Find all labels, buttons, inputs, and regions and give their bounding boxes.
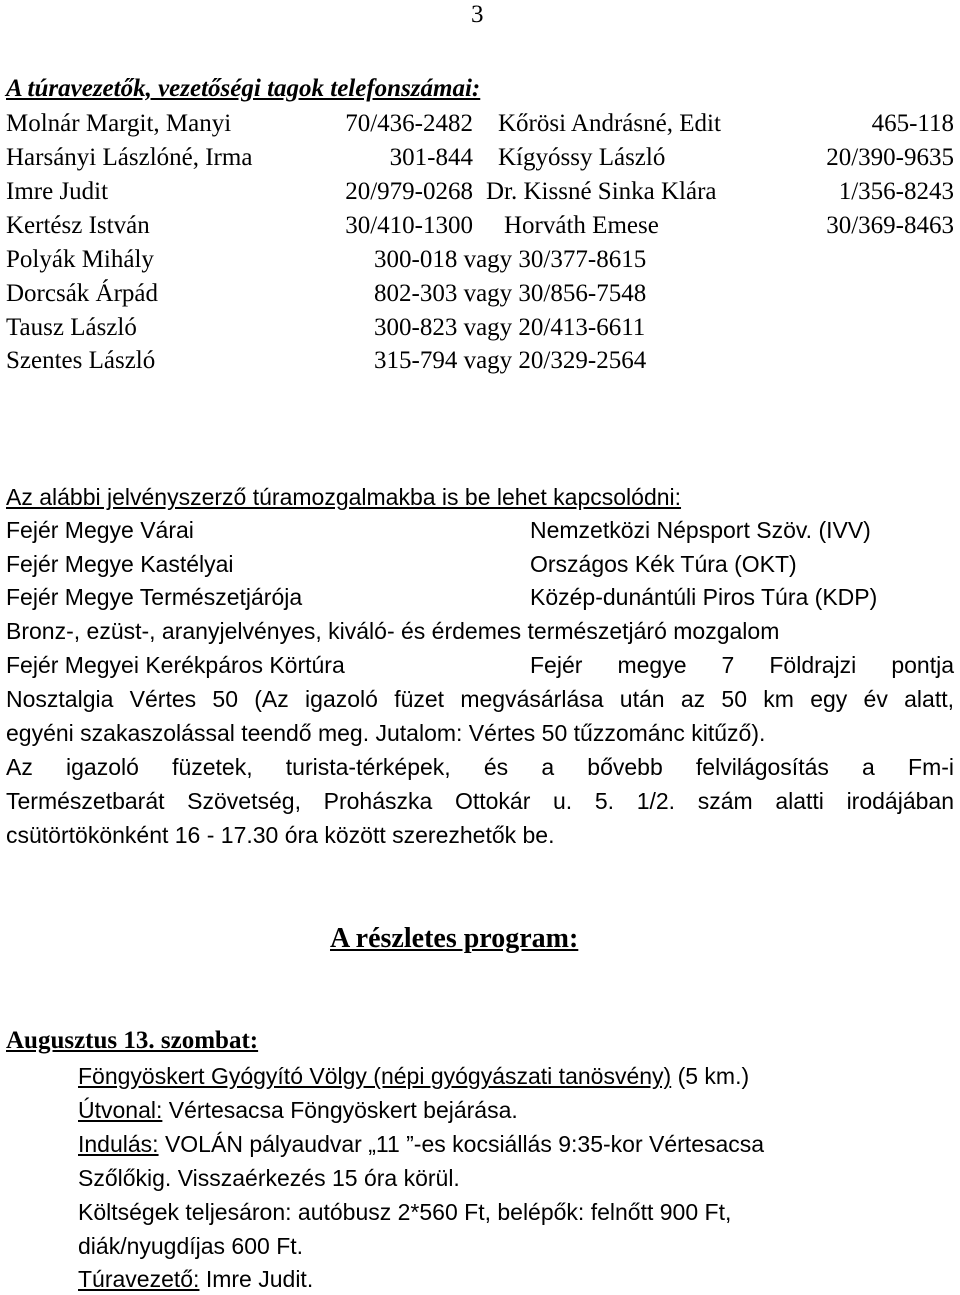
- departure-line-2: Szőlőkig. Visszaérkezés 15 óra körül.: [78, 1165, 460, 1191]
- contact-phone: 70/436-2482: [345, 110, 473, 137]
- leader-text: Imre Judit.: [199, 1266, 314, 1292]
- badge-left: Fejér Megyei Kerékpáros Körtúra: [6, 652, 345, 678]
- page-number: 3: [471, 1, 484, 28]
- contact-name: Imre Judit: [6, 178, 109, 205]
- costs-line-2: diák/nyugdíjas 600 Ft.: [78, 1233, 304, 1259]
- day-heading: Augusztus 13. szombat:: [6, 1027, 259, 1054]
- leader-label: Túravezető:: [78, 1266, 200, 1292]
- contact-phone: 30/369-8463: [826, 212, 954, 239]
- program-title: A részletes program:: [330, 923, 579, 954]
- badge-right: Közép-dunántúli Piros Túra (KDP): [530, 584, 878, 610]
- contact-name: Dr. Kissné Sinka Klára: [486, 178, 717, 205]
- badge-row: [6, 515, 954, 545]
- contact-name: Harsányi Lászlóné, Irma: [6, 144, 253, 171]
- contact-pair-row: [6, 143, 954, 173]
- contacts-heading: A túravezetők, vezetőségi tagok telefonszámai:: [6, 75, 481, 102]
- badge-row: [6, 549, 954, 579]
- departure-label: Indulás:: [78, 1131, 159, 1157]
- contact-phone: 20/390-9635: [826, 144, 954, 171]
- route-label: Útvonal:: [78, 1097, 163, 1123]
- badge-left: Fejér Megye Várai: [6, 517, 194, 543]
- costs-line-1: Költségek teljesáron: autóbusz 2*560 Ft, belépők: felnőtt 900 Ft,: [78, 1199, 732, 1225]
- info-line-3: csütörtökönként 16 - 17.30 óra között szerezhetők be.: [6, 822, 555, 848]
- contact-single-row: [6, 313, 954, 343]
- badge-left: Fejér Megye Kastélyai: [6, 551, 234, 577]
- contact-phones: 315-794 vagy 20/329-2564: [374, 347, 647, 374]
- route-text: Vértesacsa Föngyöskert bejárása.: [162, 1097, 518, 1123]
- contact-phone: 465-118: [871, 110, 954, 137]
- contact-name: Szentes László: [6, 347, 156, 374]
- contact-single-row: [6, 346, 954, 376]
- contact-pair-row: [6, 109, 954, 139]
- contact-name: Molnár Margit, Manyi: [6, 110, 232, 137]
- contact-name: Polyák Mihály: [6, 246, 154, 273]
- badge-left: Fejér Megye Természetjárója: [6, 584, 303, 610]
- event-line: [78, 1061, 749, 1091]
- contact-name: Dorcsák Árpád: [6, 280, 159, 307]
- departure-text: VOLÁN pályaudvar „11 ”-es kocsiállás 9:35-kor Vértesacsa: [158, 1131, 765, 1157]
- contact-phone: 30/410-1300: [345, 212, 473, 239]
- departure-line: [78, 1129, 764, 1159]
- route-line: [78, 1095, 518, 1125]
- contact-pair-row: [6, 177, 954, 207]
- contact-phone: 20/979-0268: [345, 178, 473, 205]
- leader-line: [78, 1264, 313, 1294]
- contact-name: Kígyóssy László: [498, 144, 666, 171]
- contact-single-row: [6, 245, 954, 275]
- contact-name: Horváth Emese: [504, 212, 659, 239]
- contact-name: Tausz László: [6, 314, 137, 341]
- contact-phone: 1/356-8243: [838, 178, 954, 205]
- contact-name: Kőrösi Andrásné, Edit: [498, 110, 721, 137]
- badge-row-kerek: [6, 650, 954, 680]
- event-distance: (5 km.): [671, 1063, 750, 1089]
- badge-line-bronze: Bronz-, ezüst-, aranyjelvényes, kiváló- és érdemes természetjáró mozgalom: [6, 618, 780, 644]
- contact-phones: 300-018 vagy 30/377-8615: [374, 246, 647, 273]
- info-line-1: Az igazoló füzetek, turista-térképek, és a bővebb felvilágosítás a Fm-i: [6, 754, 954, 780]
- vertes-line-1: Nosztalgia Vértes 50 (Az igazoló füzet megvásárlása után az 50 km egy év alatt,: [6, 686, 954, 712]
- contact-phones: 300-823 vagy 20/413-6611: [374, 314, 646, 341]
- badges-heading: Az alábbi jelvényszerző túramozgalmakba is be lehet kapcsolódni:: [6, 484, 682, 510]
- contact-single-row: [6, 279, 954, 309]
- contact-phone: 301-844: [389, 144, 473, 171]
- badge-right: Fejér megye 7 Földrajzi pontja: [530, 652, 954, 678]
- info-line-2: Természetbarát Szövetség, Prohászka Ottokár u. 5. 1/2. szám alatti irodájában: [6, 788, 954, 814]
- vertes-line-2: egyéni szakaszolással teendő meg. Jutalom: Vértes 50 tűzzománc kitűző).: [6, 720, 766, 746]
- badge-row: [6, 582, 954, 612]
- contact-phones: 802-303 vagy 30/856-7548: [374, 280, 647, 307]
- event-title: Föngyöskert Gyógyító Völgy (népi gyógyászati tanösvény): [78, 1063, 672, 1089]
- contact-name: Kertész István: [6, 212, 150, 239]
- contact-pair-row: [6, 211, 954, 241]
- badge-right: Nemzetközi Népsport Szöv. (IVV): [530, 517, 871, 543]
- badge-right: Országos Kék Túra (OKT): [530, 551, 797, 577]
